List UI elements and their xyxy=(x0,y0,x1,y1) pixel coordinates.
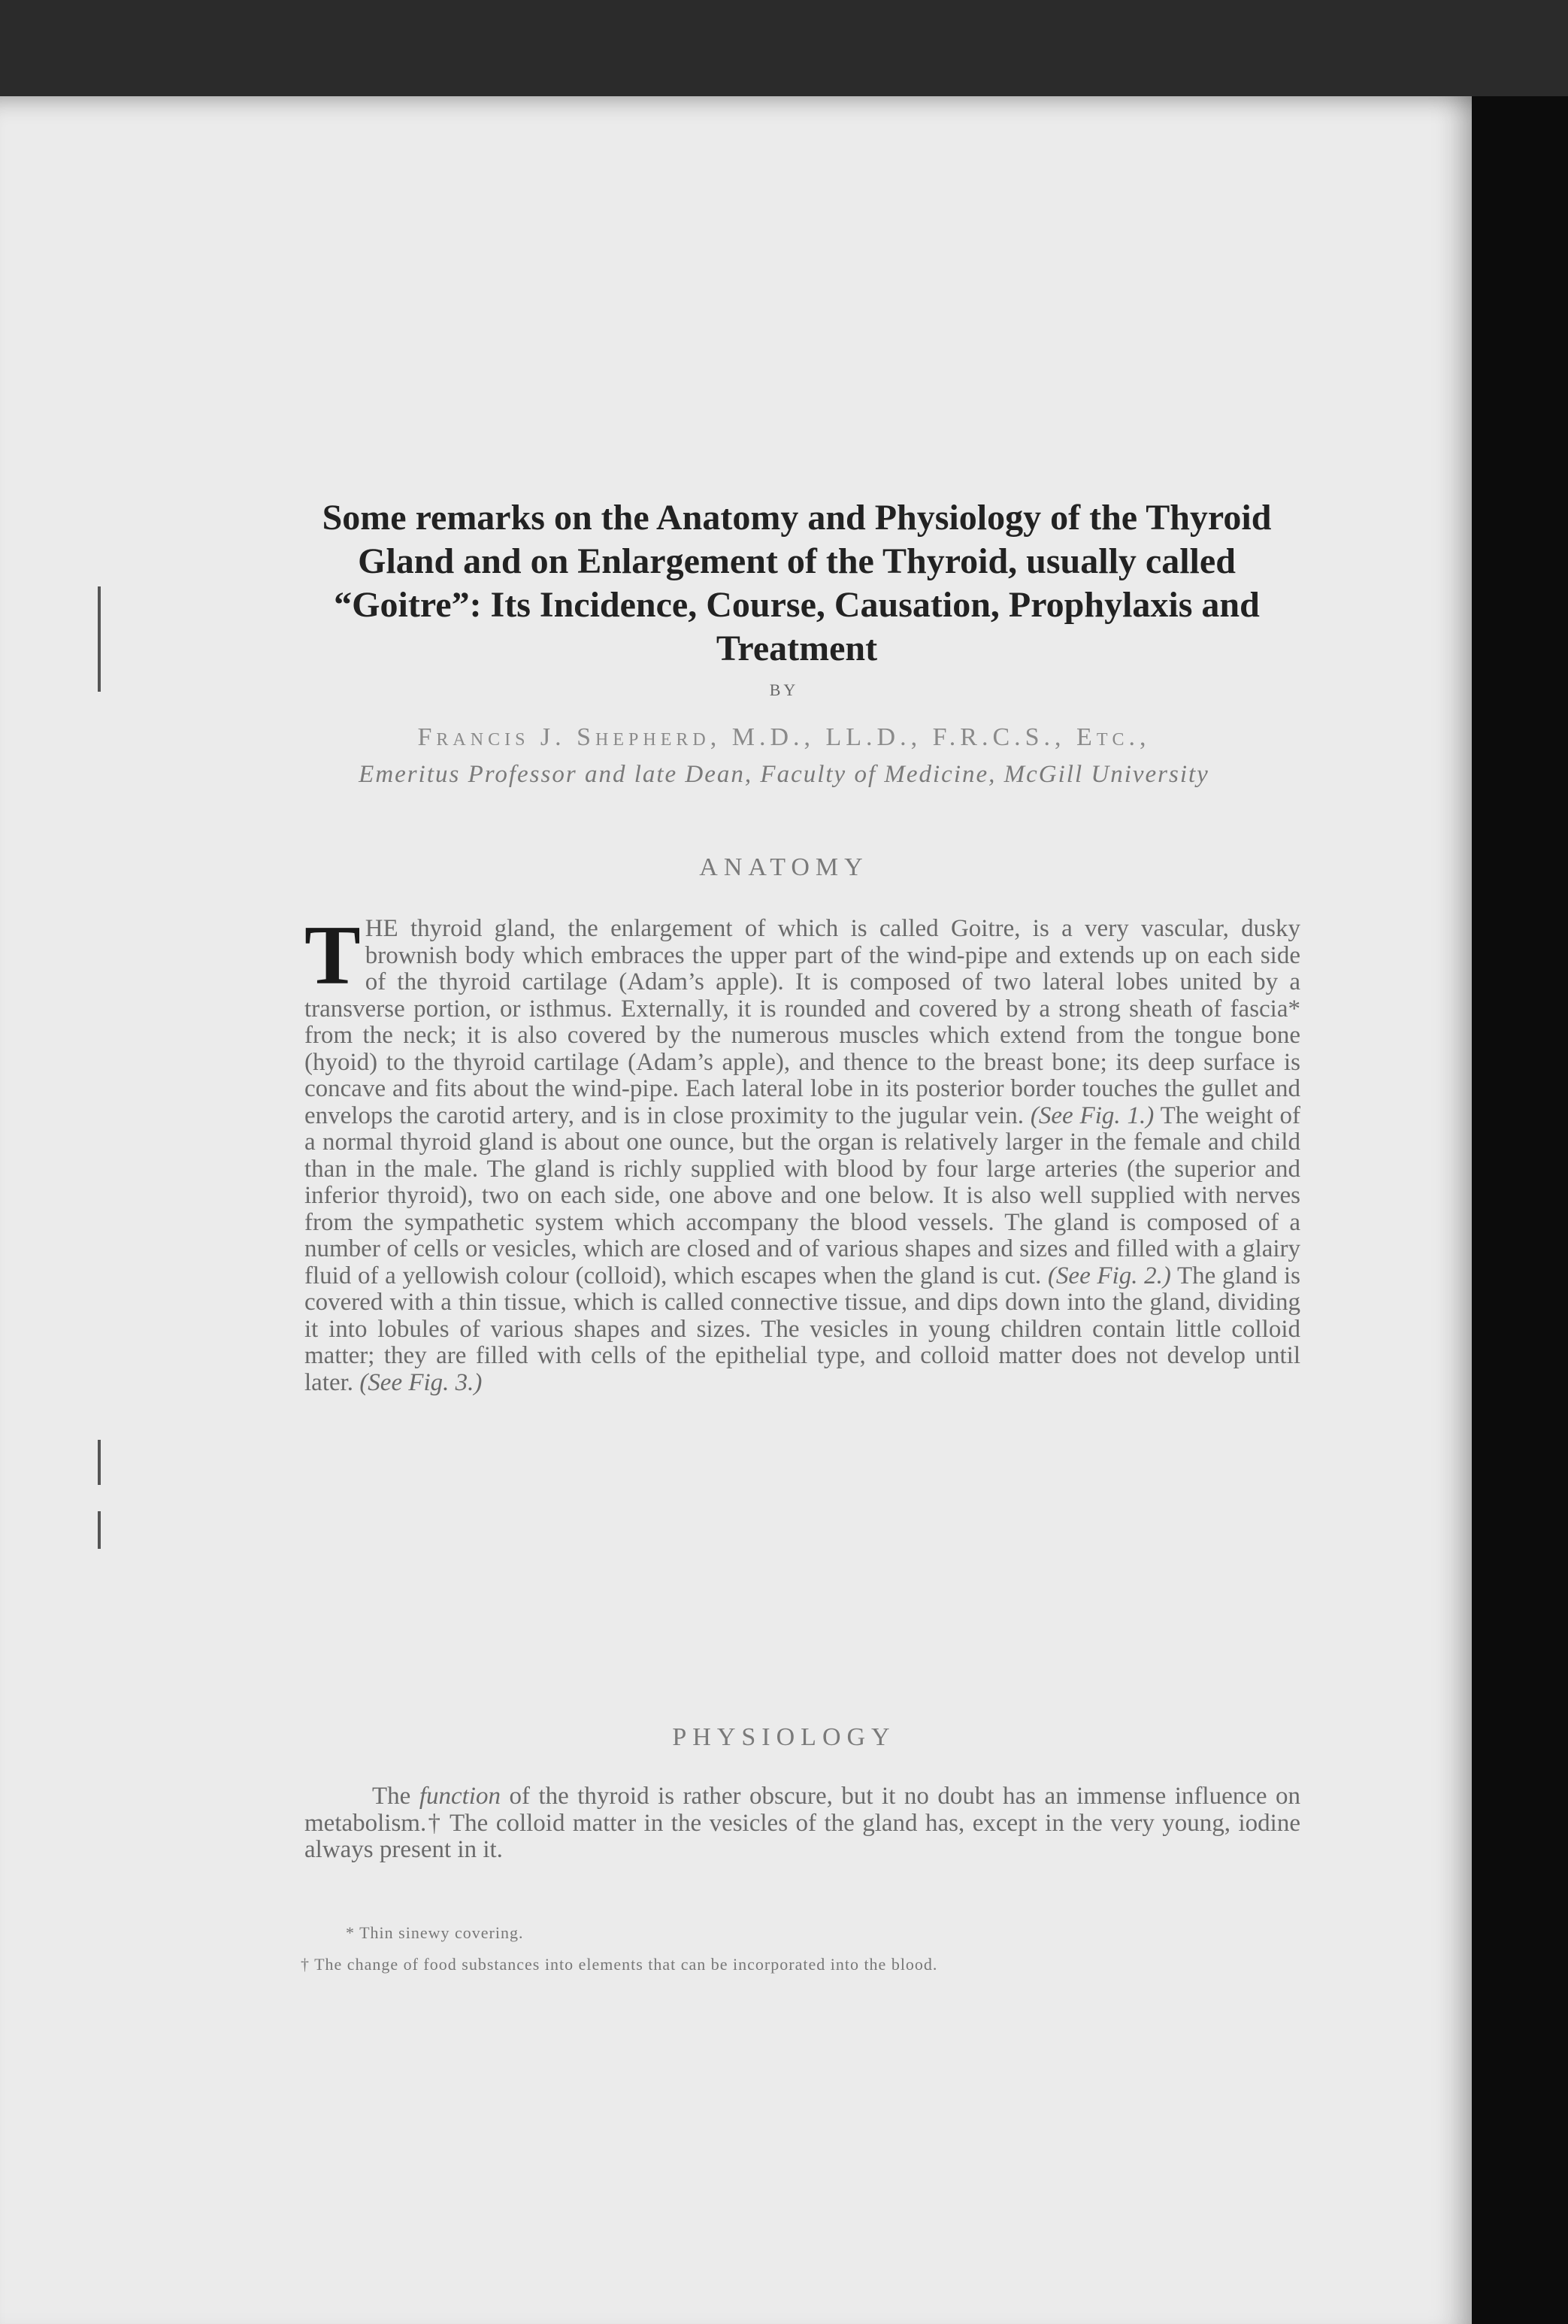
physiology-paragraph xyxy=(304,1783,1300,1864)
figure-reference: (See Fig. 1.) xyxy=(1030,1101,1155,1129)
anatomy-paragraph xyxy=(304,909,1300,1396)
footnote: * Thin sinewy covering. xyxy=(346,1923,524,1942)
margin-mark xyxy=(98,586,101,692)
footnote: † The change of food substances into elements that can be incorporated into the blood. xyxy=(301,1955,938,1974)
margin-mark xyxy=(98,1440,101,1485)
anatomy-text: The gland is covered with a thin tissue, which is called connective tissue, and dips down into the gland, dividing it into lobules of various shapes and sizes. The vesicles in young children contain little colloid matter; they are filled with cells of the epithelial type, and colloid matter does not develop until later. xyxy=(304,1262,1300,1396)
article-title: Some remarks on the Anatomy and Physiology of the Thyroid Gland and on Enlargement of the Thyroid, usually called “Goitre”: Its Incidence, Course, Causation, Prophylaxis and Treatment xyxy=(322,498,1272,668)
figure-reference: (See Fig. 3.) xyxy=(359,1368,483,1396)
author-affiliation: Emeritus Professor and late Dean, Faculty of Medicine, McGill University xyxy=(359,761,1209,788)
margin-mark xyxy=(98,1511,101,1549)
section-heading-physiology: PHYSIOLOGY xyxy=(672,1723,896,1751)
physiology-text: The xyxy=(372,1783,411,1810)
physiology-text: of the thyroid is rather obscure, but it no doubt has an immense influence on metabolism.† The colloid matter in the vesicles of the gland has, except in the very young, iodine always present in it. xyxy=(304,1783,1301,1863)
emphasis: function xyxy=(419,1783,501,1810)
anatomy-text: HE thyroid gland, the enlargement of which is called Goitre, is a very vascular, dusky brownish body which embraces the upper part of the wind-pipe and extends up on each side of the thyroid cartilage (Adam’s apple). It is composed of two lateral lobes united by a transverse portion, or isthmus. Externally, it is rounded and covered by a strong sheath of fascia* from the neck; it is also covered by the numerous muscles which extend from the tongue bone (hyoid) to the thyroid cartilage (Adam’s apple), and thence to the breast bone; its deep surface is concave and fits about the wind-pipe. Each lateral lobe in its posterior border touches the gullet and envelops the carotid artery, and is in close proximity to the jugular vein. xyxy=(304,915,1300,1129)
author-name: Francis J. Shepherd, M.D., LL.D., F.R.C.S., Etc., xyxy=(417,723,1151,751)
byline-label: BY xyxy=(769,680,799,699)
drop-cap: T xyxy=(304,909,361,1002)
anatomy-text: The weight of a normal thyroid gland is about one ounce, but the organ is relatively larger in the female and child than in the male. The gland is richly supplied with blood by four large arteries (the superior and inferior thyroid), two on each side, one above and one below. It is also well supplied with nerves from the sympathetic system which accompany the blood vessels. The gland is composed of a number of cells or vesicles, which are closed and of various shapes and sizes and filled with a glairy fluid of a yellowish colour (colloid), which escapes when the gland is cut. xyxy=(304,1101,1300,1289)
figure-reference: (See Fig. 2.) xyxy=(1047,1262,1171,1289)
section-heading-anatomy: ANATOMY xyxy=(699,853,869,881)
page-edge-shadow xyxy=(1472,96,1568,2324)
